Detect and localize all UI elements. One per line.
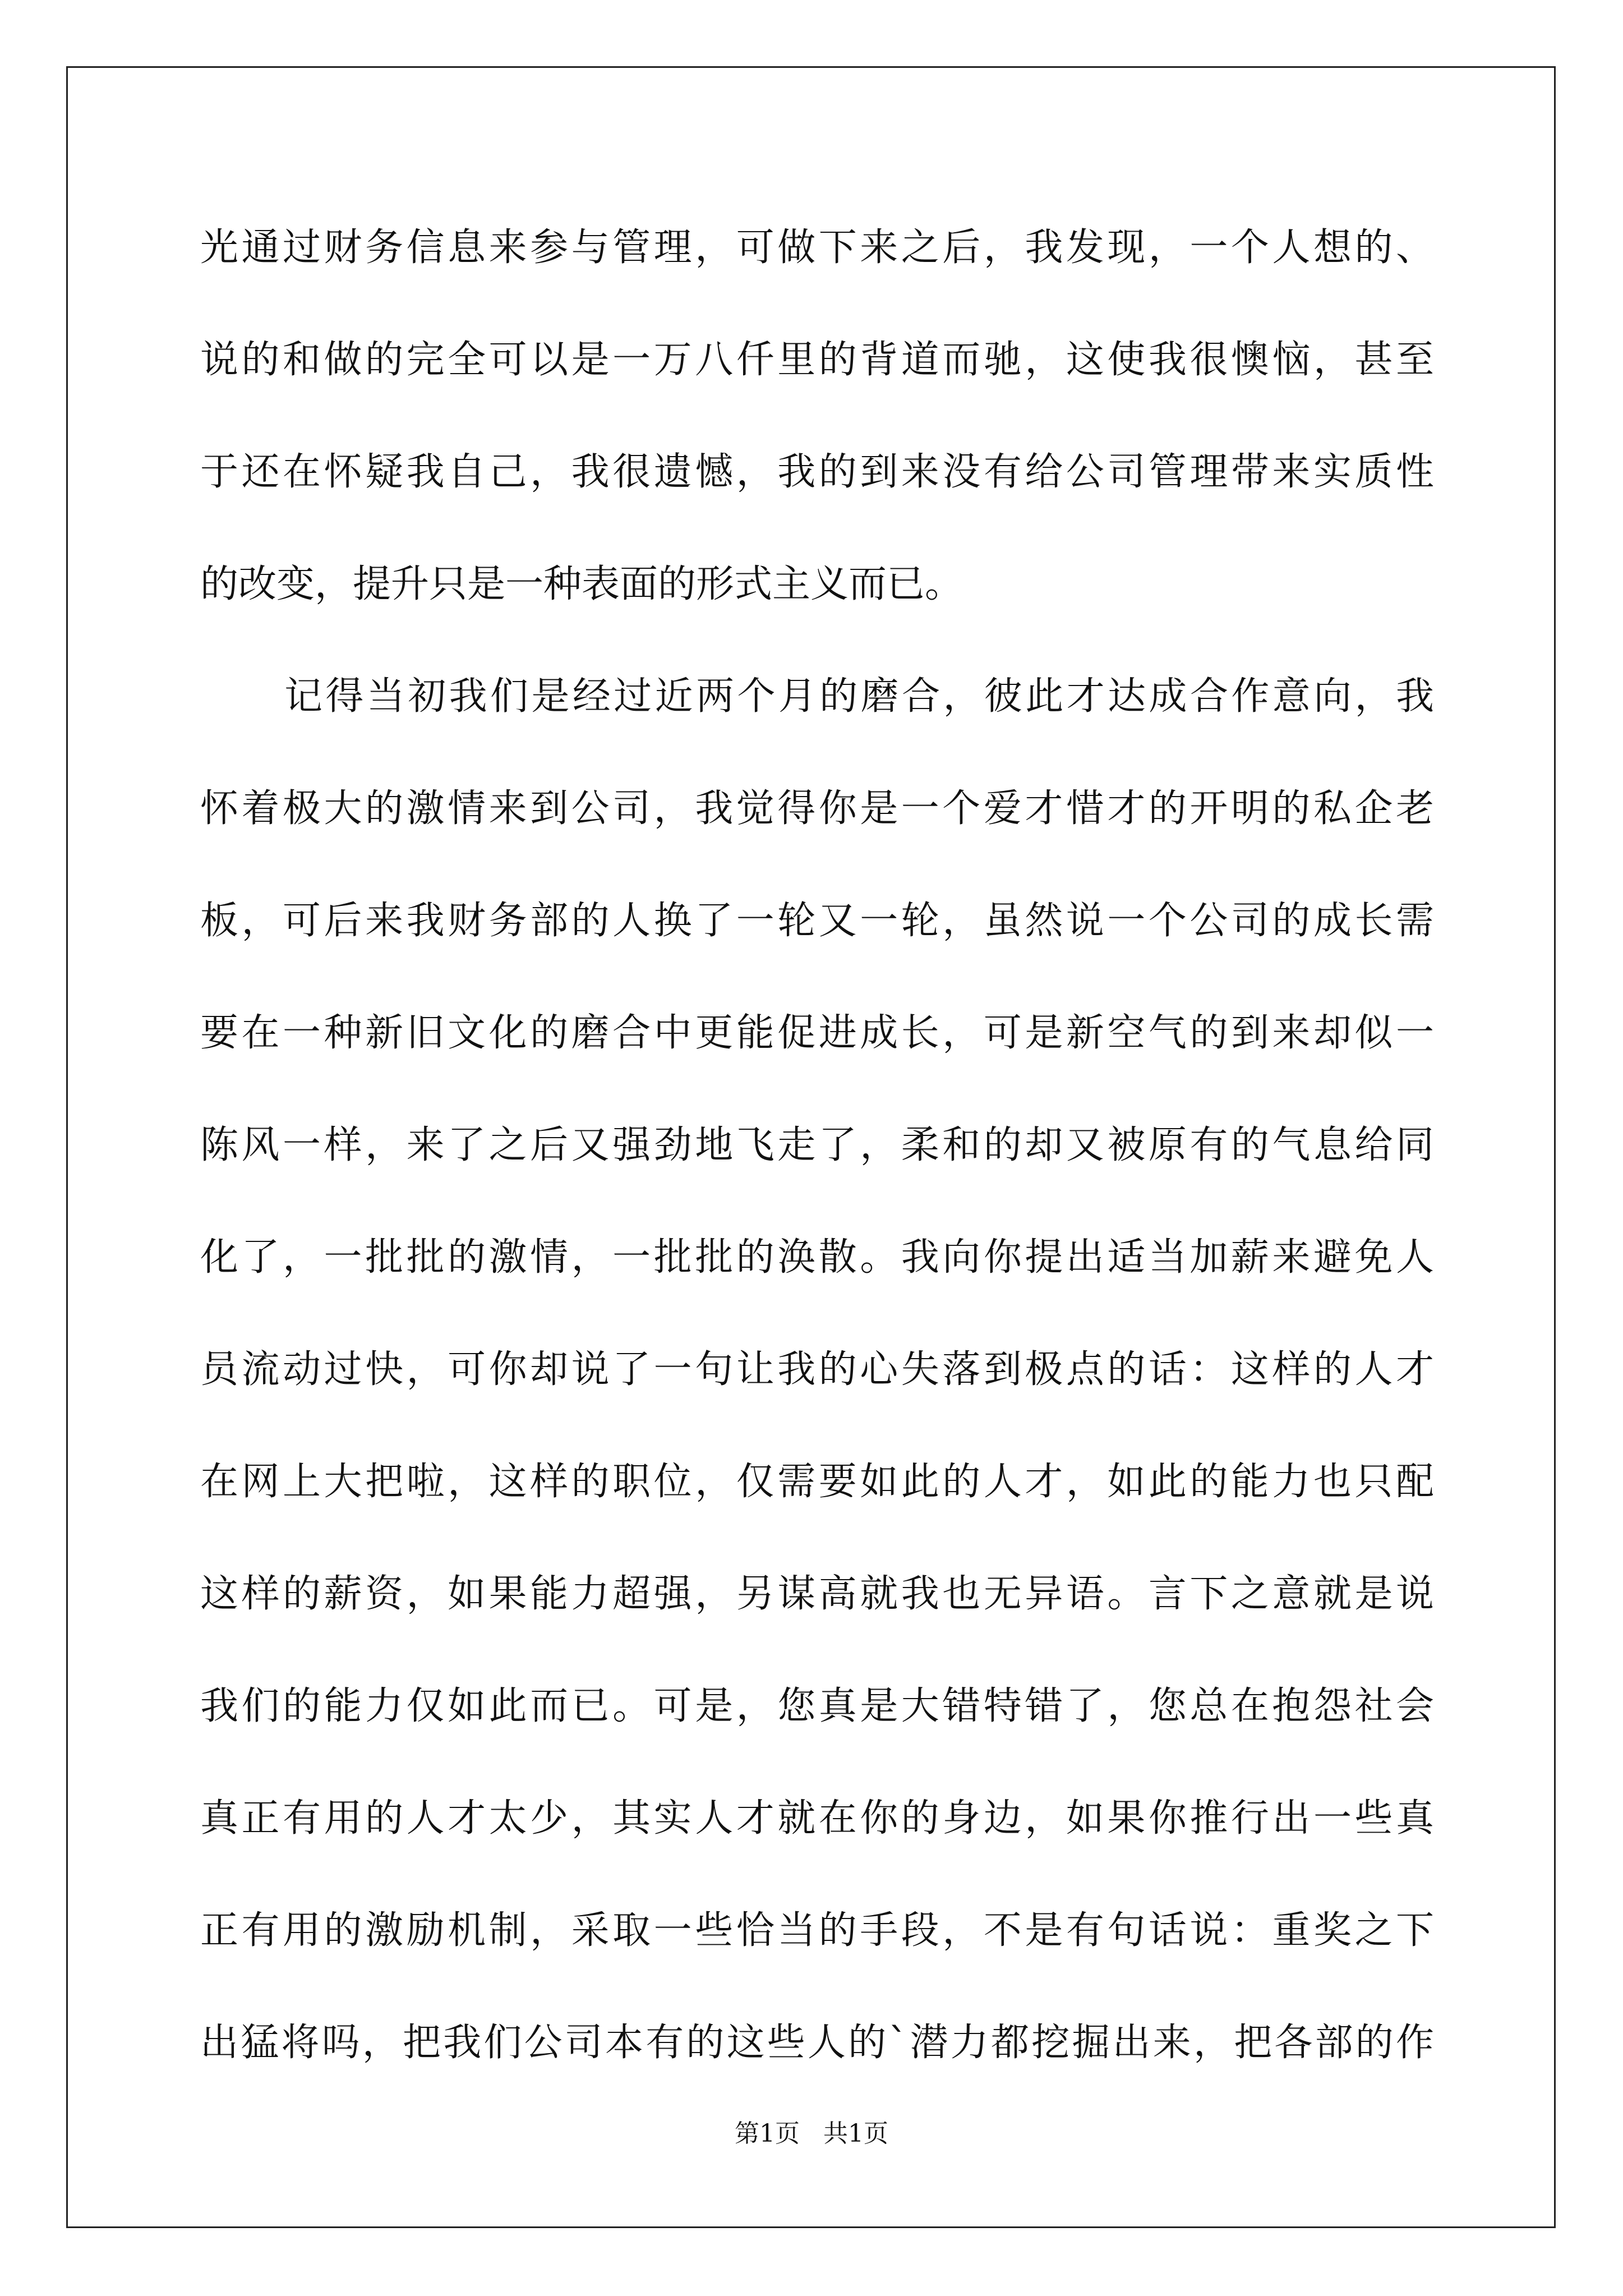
text-line: 陈风一样，来了之后又强劲地飞走了，柔和的却又被原有的气息给同 — [200, 1123, 1434, 1167]
text-line: 怀着极大的激情来到公司，我觉得你是一个爱才惜才的开明的私企老 — [200, 786, 1434, 831]
text-line: 记得当初我们是经过近两个月的磨合，彼此才达成合作意向，我 — [284, 674, 1434, 719]
text-line: 板，可后来我财务部的人换了一轮又一轮，虽然说一个公司的成长需 — [200, 899, 1434, 943]
text-line: 化了，一批批的激情，一批批的涣散。我向你提出适当加薪来避免人 — [200, 1235, 1434, 1280]
text-line: 正有用的激励机制，采取一些恰当的手段，不是有句话说：重奖之下 — [200, 1908, 1434, 1953]
text-line: 出猛将吗，把我们公司本有的这些人的`潜力都挖掘出来，把各部的作 — [200, 2021, 1434, 2065]
text-line: 真正有用的人才太少，其实人才就在你的身边，如果你推行出一些真 — [200, 1796, 1434, 1841]
text-line: 员流动过快，可你却说了一句让我的心失落到极点的话：这样的人才 — [200, 1347, 1434, 1392]
text-line: 我们的能力仅如此而已。可是，您真是大错特错了，您总在抱怨社会 — [200, 1684, 1434, 1728]
text-line: 于还在怀疑我自己，我很遗憾，我的到来没有给公司管理带来实质性 — [200, 450, 1434, 494]
text-line: 这样的薪资，如果能力超强，另谋高就我也无异语。言下之意就是说 — [200, 1572, 1434, 1616]
text-line: 在网上大把啦，这样的职位，仅需要如此的人才，如此的能力也只配 — [200, 1460, 1434, 1504]
page-number-footer: 第1页 共1页 — [735, 2119, 888, 2148]
text-line: 的改变，提升只是一种表面的形式主义而已。 — [200, 562, 963, 606]
text-line: 要在一种新旧文化的磨合中更能促进成长，可是新空气的到来却似一 — [200, 1011, 1434, 1055]
text-line: 光通过财务信息来参与管理，可做下来之后，我发现，一个人想的、 — [200, 226, 1434, 270]
text-line: 说的和做的完全可以是一万八仟里的背道而驰，这使我很懊恼，甚至 — [200, 338, 1434, 382]
